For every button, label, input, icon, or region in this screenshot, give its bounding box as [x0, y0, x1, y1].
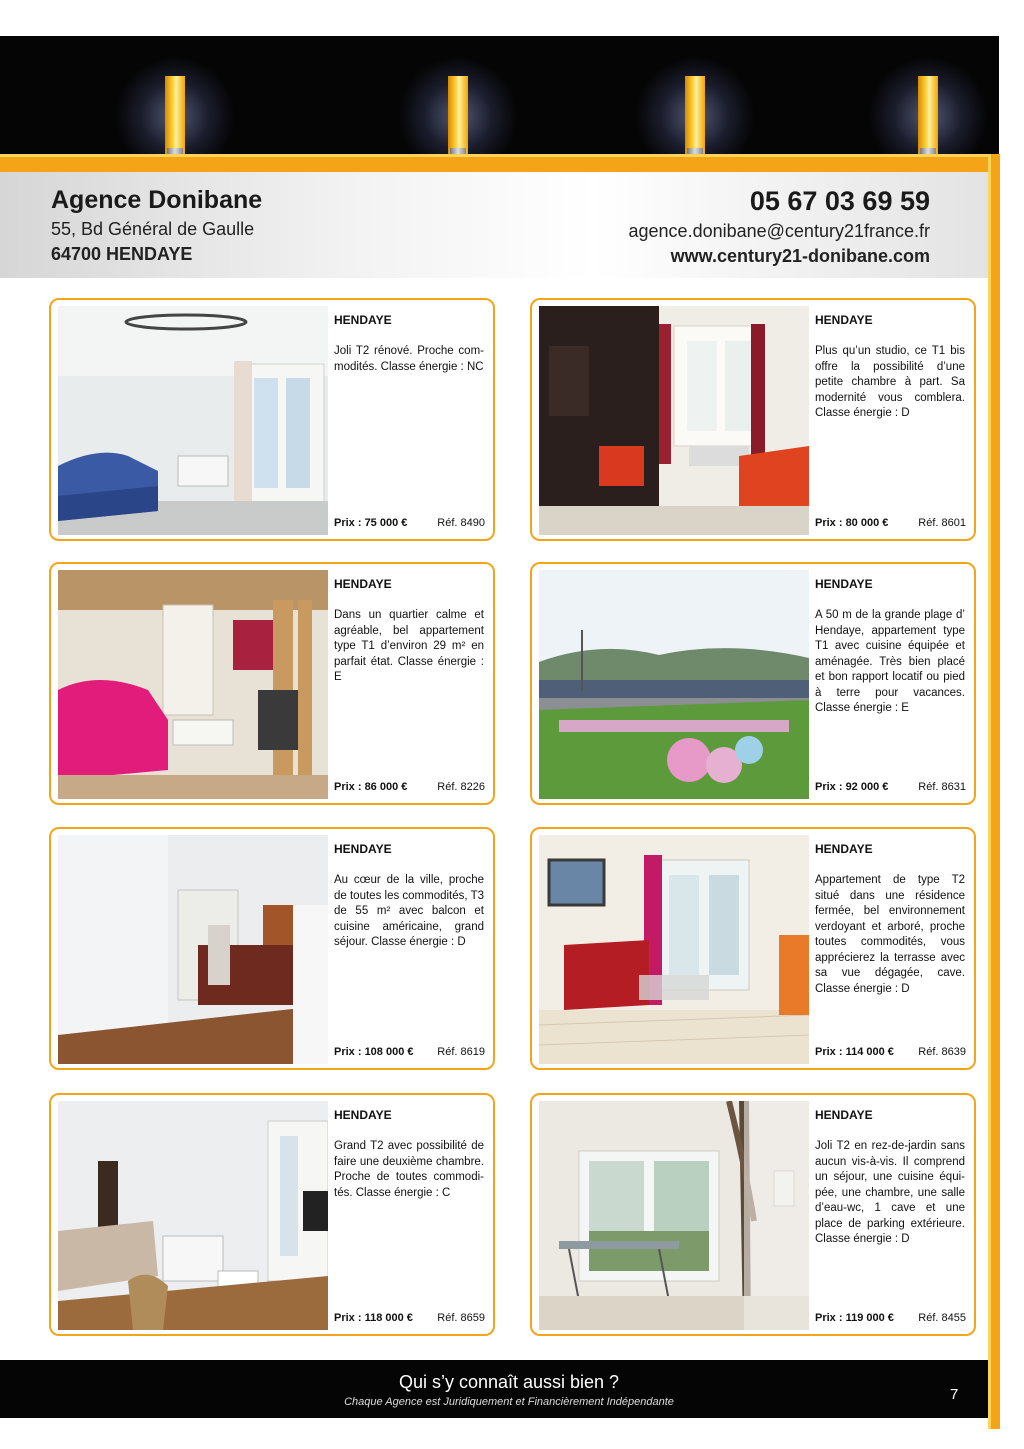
listing-ref: Réf. 8639	[918, 1046, 966, 1058]
listing-description: Au cœur de la ville, proche de toutes les commodités, T3 de 55 m² avec balcon et cuisine américaine, grand séjour. Classe énergie : D	[334, 874, 484, 948]
listing-price: Prix : 92 000 €	[815, 781, 889, 793]
listing-ref: Réf. 8659	[437, 1312, 485, 1324]
listing-card[interactable]	[530, 562, 976, 805]
listing-price: Prix : 108 000 €	[334, 1046, 414, 1058]
footer-slogan: Qui s’y connaît aussi bien ?	[398, 1372, 620, 1392]
listing-price: Prix : 118 000 €	[334, 1312, 413, 1324]
listing-city: HENDAYE	[815, 1108, 873, 1122]
listing-ref: Réf. 8619	[437, 1046, 485, 1058]
listing-ref: Réf. 8226	[437, 781, 485, 793]
listing-city: HENDAYE	[815, 313, 873, 327]
listing-card[interactable]	[49, 827, 495, 1070]
listing-description: Joli T2 en rez-de-jardin sans aucun vis-à-vis. Il comprend un séjour, une cuisine équipée, une chambre, une salle d’eau-wc, 1 cave et une place de parking extérieure. Classe énergie : D	[815, 1140, 965, 1245]
listing-card[interactable]	[49, 298, 495, 541]
lamp-icon	[848, 36, 999, 164]
listing-price: Prix : 86 000 €	[334, 781, 408, 793]
agency-address-line1: 55, Bd Général de Gaulle	[51, 219, 255, 239]
orange-frame-top	[0, 154, 1000, 172]
listing-city: HENDAYE	[815, 842, 873, 856]
listing-city: HENDAYE	[334, 1108, 392, 1122]
listing-description: Grand T2 avec possibilité de faire une deuxième chambre. Proche de toutes commodités. Classe énergie : C	[334, 1140, 484, 1199]
listing-card[interactable]	[530, 298, 976, 541]
listing-description: Appartement de type T2 situé dans une résidence fermée, bel environnement verdoyant et arboré, proche toutes commodités, vous apprécierez la terrasse avec sa vue dégagée, cave. Classe énergie : D	[815, 874, 965, 995]
listing-photo	[539, 306, 809, 535]
listing-ref: Réf. 8455	[918, 1312, 966, 1324]
orange-frame-right	[988, 154, 1000, 1429]
listing-ref: Réf. 8631	[918, 781, 966, 793]
listing-price: Prix : 119 000 €	[815, 1312, 894, 1324]
listing-card[interactable]	[530, 1093, 976, 1336]
listing-photo	[539, 570, 809, 799]
listing-city: HENDAYE	[815, 577, 873, 591]
listing-photo	[58, 1101, 328, 1330]
listing-city: HENDAYE	[334, 577, 392, 591]
agency-name: Agence Donibane	[51, 186, 263, 214]
listing-description: Dans un quartier calme et agréable, bel appartement type T1 d’environ 29 m² en parfait état. Classe énergie : E	[334, 609, 484, 683]
lamp-icon	[615, 36, 775, 164]
listing-photo	[539, 835, 809, 1064]
listing-photo	[58, 306, 328, 535]
listing-photo	[58, 835, 328, 1064]
listing-card[interactable]	[49, 1093, 495, 1336]
lamp-icon	[378, 36, 538, 164]
listing-card[interactable]	[49, 562, 495, 805]
listing-description: Plus qu’un studio, ce T1 bis offre la possibilité d’une petite chambre à part. Sa modernité vous comblera. Classe énergie : D	[815, 345, 965, 419]
listing-photo	[539, 1101, 809, 1330]
agency-website-link[interactable]: www.century21-donibane.com	[670, 246, 930, 266]
listing-price: Prix : 80 000 €	[815, 517, 889, 529]
listing-photo	[58, 570, 328, 799]
footer-disclaimer: Chaque Agence est Juridiquement et Financièrement Indépendante	[344, 1396, 674, 1408]
agency-address-line2: 64700 HENDAYE	[51, 244, 193, 264]
lamp-icon	[95, 36, 255, 164]
listing-ref: Réf. 8601	[918, 517, 966, 529]
listing-price: Prix : 114 000 €	[815, 1046, 894, 1058]
listing-description: A 50 m de la grande plage d’ Hendaye, appartement type T1 avec cuisine équipée et aménagée. Très bien placé et bon rapport locatif ou pied à terre pour vacances. Classe énergie : E	[815, 609, 965, 714]
listing-city: HENDAYE	[334, 842, 392, 856]
listing-city: HENDAYE	[334, 313, 392, 327]
listing-description: Joli T2 rénové. Proche commodités. Classe énergie : NC	[334, 345, 484, 373]
agency-email-link[interactable]: agence.donibane@century21france.fr	[628, 221, 930, 241]
listing-ref: Réf. 8490	[437, 517, 485, 529]
agency-phone[interactable]: 05 67 03 69 59	[749, 186, 930, 216]
page-number: 7	[950, 1386, 959, 1403]
top-banner	[0, 36, 999, 164]
listing-price: Prix : 75 000 €	[334, 517, 408, 529]
listing-card[interactable]	[530, 827, 976, 1070]
